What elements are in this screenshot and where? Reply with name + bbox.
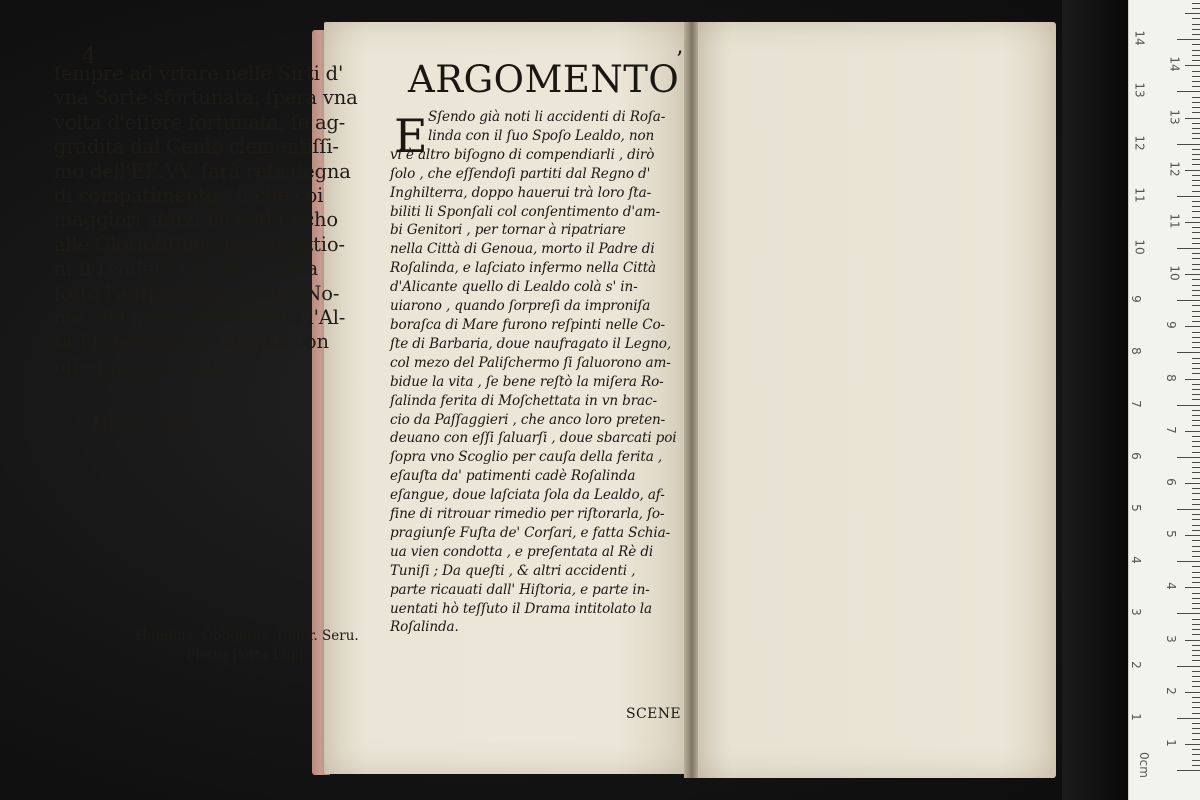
ruler-tick [1192,18,1200,19]
text-line: pragiunſe Fuſta de' Corſari, e fatta Schia- [390,524,671,541]
ruler-tick [1192,238,1200,239]
ruler-tick [1192,3,1200,4]
ruler-tick [1185,170,1200,171]
text-line: ſte di Barbaria, doue naufragato il Legno, [390,335,672,352]
ruler-tick [1192,97,1200,98]
ruler-tick [1177,196,1200,197]
ruler-tick [1192,410,1200,411]
ruler-tick [1192,660,1200,661]
ruler-tick [1192,702,1200,703]
text-line: uiarono , quando ſorpreſi da improniſa [390,298,651,315]
ruler-tick [1192,363,1200,364]
ruler-tick [1192,71,1200,72]
ruler-tick [1192,232,1200,233]
ruler-tick [1192,452,1200,453]
ruler-tick [1192,655,1200,656]
ruler-tick [1192,425,1200,426]
ruler-number: 3 [1163,634,1178,643]
ruler-number: 1 [1163,739,1178,747]
ruler-tick [1192,733,1200,734]
ruler-number: 7 [1128,399,1143,408]
ruler-tick [1192,332,1200,333]
text-line: alle Glorioſiſſime Inuitte attio- [54,232,345,256]
text-line: ſempre ad vrtare nelle Sirti d' [54,62,344,85]
ruler-tick [1192,321,1200,322]
text-line: nella Città di Genoua, morto il Padre di [390,241,655,258]
ruler-tick [1192,572,1200,573]
ruler-tick [1177,91,1200,92]
signoff: Di VV. EE. [92,410,200,434]
ruler-tick [1192,420,1200,421]
ruler-tick [1192,650,1200,651]
ruler-tick [1177,561,1200,562]
ruler-tick [1185,744,1200,745]
ruler-tick [1192,55,1200,56]
ruler-tick [1192,316,1200,317]
ruler-unit-label: 0cm [1136,752,1151,778]
text-line: oſſequio profondo [54,354,227,378]
ruler-number: 6 [1128,451,1143,460]
ruler-number: 12 [1167,161,1182,177]
text-line: ſotto l'auſpicatiſsimo loro No- [54,281,340,305]
ruler-tick [1192,681,1200,682]
ruler-tick [1177,405,1200,406]
ruler-tick [1192,707,1200,708]
ruler-number: 7 [1163,425,1178,434]
ruler-number: 11 [1132,187,1147,203]
ruler-tick [1192,504,1200,505]
ruler-tick [1192,279,1200,280]
text-line: ta Protettione ſi raſegna con [54,330,329,354]
ruler-tick [1192,598,1200,599]
ruler-number: 9 [1128,295,1143,304]
ruler-number: 4 [1128,556,1143,565]
ruler-tick [1192,540,1200,541]
ruler-tick [1192,175,1200,176]
ruler-tick [1177,144,1200,145]
text-line: ni ſi renderà via più famoſa [54,257,319,281]
ruler-tick [1192,582,1200,583]
text-line: bi Genitori , per tornar à ripatriare [390,222,626,239]
ruler-tick [1185,483,1200,484]
ruler-tick [1185,379,1200,380]
ruler-tick [1192,551,1200,552]
ruler-tick [1192,436,1200,437]
ruler-tick [1192,290,1200,291]
ruler-tick [1185,692,1200,693]
ruler-tick [1192,697,1200,698]
ruler-tick [1192,415,1200,416]
ruler-tick [1185,118,1200,119]
text-line: uentati hò teſſuto il Drama intitolato la [390,600,652,617]
text-line: vna Sorte sfortunata, ſpera vna [54,86,358,110]
ruler-tick [1192,29,1200,30]
ruler-tick [1192,50,1200,51]
ruler-number: 11 [1167,213,1182,229]
ruler-tick [1192,86,1200,87]
ruler-number: 2 [1128,660,1143,669]
ruler-tick [1192,76,1200,77]
ruler-tick [1177,39,1200,40]
ruler-tick [1185,326,1200,327]
ruler-tick [1192,258,1200,259]
ruler-tick [1192,765,1200,766]
ruler-tick [1192,138,1200,139]
text-line: gradita dal Genio clementiſſi- [54,135,339,159]
measurement-ruler [1128,0,1200,800]
ruler-tick [1192,180,1200,181]
right-page-text [390,108,730,637]
text-line: d'Alicante quello di Lealdo colà s' in- [390,279,638,296]
ruler-tick [1192,128,1200,129]
text-line: mo dell'EE.VV. ſarà reſa degna [54,159,351,183]
ruler-tick [1185,587,1200,588]
ruler-tick [1192,373,1200,374]
ruler-tick [1192,519,1200,520]
ruler-tick [1192,462,1200,463]
ruler-tick [1192,760,1200,761]
ruler-tick [1192,686,1200,687]
text-line: maggiori sforzi facendo Echo [54,208,338,232]
ruler-tick [1177,666,1200,667]
text-line: bidue la vita , ſe bene reſtò la miſera Ro- [390,373,664,390]
ruler-tick [1192,603,1200,604]
text-line: biliti li Sponſali col conſentimento d'am- [390,203,661,220]
ruler-tick [1192,446,1200,447]
ruler-tick [1185,431,1200,432]
ruler-tick [1177,718,1200,719]
ruler-tick [1177,613,1200,614]
text-line: cio da Paſſaggieri , che anco loro preten- [390,411,666,428]
ruler-tick [1192,24,1200,25]
ruler-number: 14 [1167,56,1182,72]
ruler-tick [1192,499,1200,500]
ruler-tick [1192,81,1200,82]
text-line: me, del quale implorando l'Al- [54,306,346,330]
ruler-tick [1192,191,1200,192]
ruler-tick [1192,342,1200,343]
ruler-tick [1192,133,1200,134]
ruler-tick [1192,399,1200,400]
ruler-tick [1192,525,1200,526]
heading-ornament: ’ [676,48,683,73]
ruler-tick [1192,676,1200,677]
ruler-tick [1192,645,1200,646]
ruler-tick [1192,211,1200,212]
text-line: Tuniſi ; Da queſti , & altri accidenti , [390,562,636,579]
ruler-tick [1192,154,1200,155]
ruler-tick [1185,222,1200,223]
ruler-tick [1192,311,1200,312]
text-line: Roſalinda, e laſciato infermo nella Città [390,260,656,277]
text-line: eſangue, doue laſciata ſola da Lealdo, af- [390,487,665,504]
ruler-number: 3 [1128,608,1143,617]
ruler-tick [1192,389,1200,390]
text-line: Roſalinda. [390,619,459,636]
text-line: vi è altro biſogno di compendiarli , dirò [390,146,655,163]
ruler-tick [1192,337,1200,338]
ruler-tick [1192,201,1200,202]
ruler-tick [1185,640,1200,641]
ruler-tick [1192,60,1200,61]
ruler-number: 1 [1128,712,1143,721]
text-line: deuano con eſſi ſaluarſi , doue sbarcati poi [390,430,677,447]
ruler-tick [1192,112,1200,113]
ruler-tick [1192,217,1200,218]
ruler-tick [1192,566,1200,567]
ruler-tick [1192,185,1200,186]
signature-block [112,627,382,665]
ruler-tick [1185,274,1200,275]
ruler-tick [1192,44,1200,45]
ruler-tick [1192,629,1200,630]
signature-name: Pietro Porta Lupi. [186,647,308,663]
ruler-tick [1192,305,1200,306]
ruler-tick [1192,264,1200,265]
ruler-tick [1192,608,1200,609]
text-line: ſolo , che eſſendoſi partiti dal Regno d' [390,165,651,182]
ruler-tick [1177,457,1200,458]
ruler-tick [1192,467,1200,468]
ruler-tick [1192,295,1200,296]
ruler-tick [1192,441,1200,442]
ruler-tick [1192,159,1200,160]
ruler-tick [1192,149,1200,150]
ruler-tick [1185,65,1200,66]
ruler-number: 9 [1163,321,1178,330]
ruler-tick [1185,535,1200,536]
ruler-number: 2 [1163,686,1178,695]
text-line: col mezo del Paliſchermo ſi ſaluorono am- [390,354,671,371]
ruler-tick [1192,593,1200,594]
ruler-tick [1192,754,1200,755]
ruler-tick [1192,285,1200,286]
ruler-number: 5 [1128,504,1143,512]
text-line: parte ricauati dall' Hiſtoria, e parte in- [390,581,650,598]
ruler-tick [1192,206,1200,207]
signature-line: Humiliſs. Obligatiſs. Riuer. Seru. [135,628,359,644]
ruler-tick [1177,509,1200,510]
ruler-tick [1192,478,1200,479]
ruler-tick [1192,728,1200,729]
ruler-tick [1192,619,1200,620]
ruler-number: 12 [1132,134,1147,151]
tray-edge [1062,0,1128,800]
ruler-tick [1192,723,1200,724]
text-line: linda con il ſuo Spoſo Lealdo, non [428,127,655,144]
ruler-number: 14 [1132,30,1147,46]
ruler-tick [1192,384,1200,385]
ruler-tick [1192,8,1200,9]
text-line: eſauſta da' patimenti cadè Roſalinda [390,468,636,485]
text-line: volta d'eſſere fortunata, ſe ag- [54,110,346,134]
section-heading: ARGOMENTO [408,58,680,101]
ruler-tick [1192,107,1200,108]
ruler-tick [1192,546,1200,547]
text-line: ua vien condotta , e preſentata al Rè di [390,543,654,560]
ruler-tick [1177,352,1200,353]
ruler-tick [1192,634,1200,635]
text-line: Inghilterra, doppo hauerui trà loro ſta- [390,184,652,201]
ruler-tick [1185,13,1200,14]
ruler-tick [1192,671,1200,672]
ruler-tick [1192,227,1200,228]
ruler-tick [1177,248,1200,249]
ruler-number: 8 [1163,373,1178,382]
right-page [694,22,1056,778]
ruler-tick [1192,358,1200,359]
ruler-tick [1192,253,1200,254]
ruler-tick [1192,269,1200,270]
text-line: ſopra vno Scoglio per cauſa della ferita , [390,449,662,466]
ruler-number: 8 [1128,347,1143,356]
ruler-tick [1177,770,1200,771]
ruler-tick [1192,749,1200,750]
ruler-tick [1192,556,1200,557]
text-line: Sſendo già noti li accidenti di Roſa- [428,109,666,125]
ruler-number: 5 [1163,530,1178,538]
text-line: boraſca di Mare furono reſpinti nelle Co- [390,316,665,333]
text-line: di compatimento , ſi che coi [54,184,324,208]
drop-cap: E [394,109,428,163]
ruler-tick [1192,493,1200,494]
ruler-number: 4 [1163,582,1178,591]
ruler-tick [1192,102,1200,103]
ruler-number: 10 [1167,265,1182,281]
ruler-number: 10 [1132,239,1147,255]
ruler-tick [1192,34,1200,35]
ruler-tick [1192,624,1200,625]
ruler-number: 6 [1163,478,1178,486]
ruler-tick [1177,300,1200,301]
ruler-tick [1192,368,1200,369]
catchword: SCENE [626,706,681,722]
ruler-number: 13 [1132,82,1147,99]
left-page-text [54,62,384,379]
ruler-tick [1192,530,1200,531]
ruler-tick [1192,713,1200,714]
ruler-tick [1192,514,1200,515]
ruler-tick [1192,472,1200,473]
text-line: fine di ritrouar rimedio per riſtorarla, ſo- [390,506,665,523]
text-line: ſalinda ferita di Moſchettata in vn brac- [390,392,657,409]
ruler-tick [1192,394,1200,395]
ruler-tick [1192,577,1200,578]
ruler-number: 13 [1167,108,1182,125]
ruler-tick [1192,347,1200,348]
ruler-tick [1192,164,1200,165]
page-number: 4 [82,44,96,69]
ruler-tick [1192,243,1200,244]
ruler-tick [1192,739,1200,740]
ruler-tick [1192,488,1200,489]
ruler-tick [1192,123,1200,124]
